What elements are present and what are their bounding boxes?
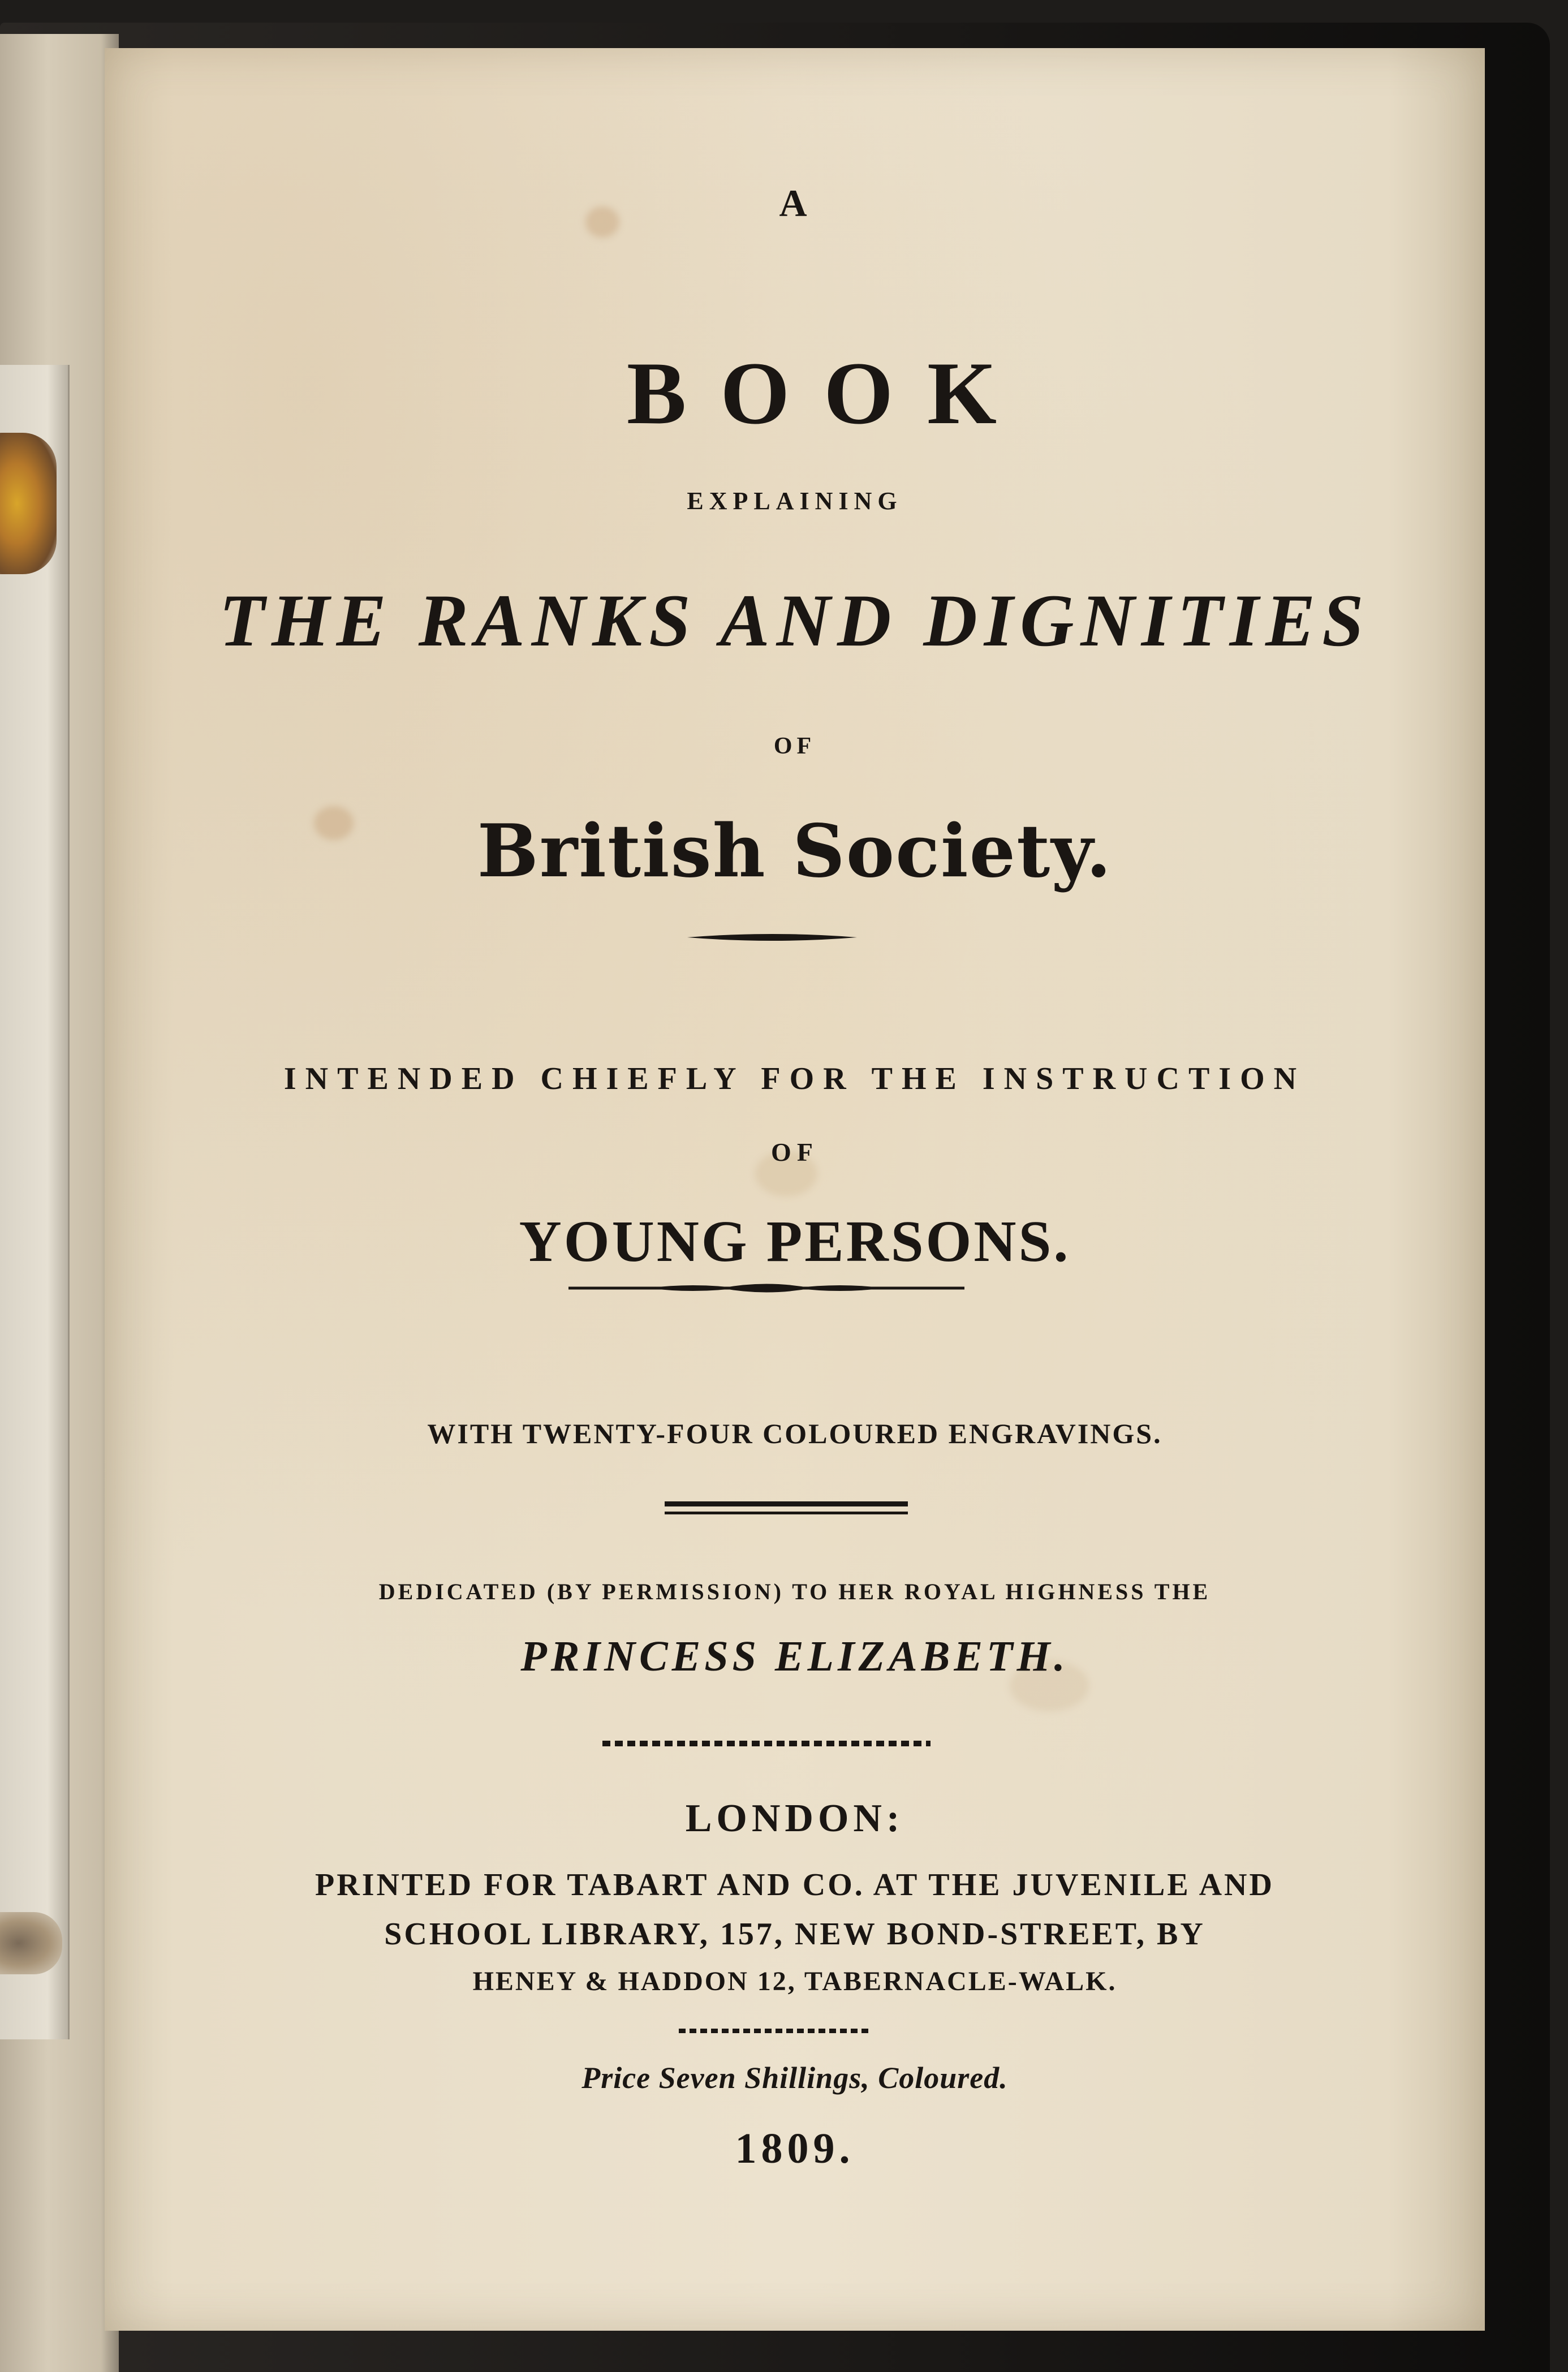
title-main: BOOK: [626, 344, 1031, 443]
imprint-line-2: SCHOOL LIBRARY, 157, NEW BOND-STREET, BY: [384, 1917, 1205, 1952]
ornamental-rule: [687, 931, 857, 944]
engravings-note: WITH TWENTY-FOUR COLOURED ENGRAVINGS.: [427, 1418, 1162, 1449]
facing-page: [0, 34, 119, 2372]
imprint-line-1: PRINTED FOR TABART AND CO. AT THE JUVENILE AND: [315, 1867, 1274, 1902]
title-page: [105, 48, 1485, 2331]
title-of: OF: [773, 733, 816, 759]
dedication: DEDICATED (BY PERMISSION) TO HER ROYAL HIGHNESS THE: [378, 1579, 1211, 1604]
double-rule: [665, 1499, 908, 1518]
title-subject: THE RANKS AND DIGNITIES: [219, 579, 1371, 662]
title-british-society: British Society.: [477, 809, 1113, 894]
dedicatee: PRINCESS ELIZABETH.: [520, 1633, 1069, 1680]
ornamental-rule: [568, 1280, 964, 1297]
dotted-ornament: [602, 1737, 931, 1750]
young-persons: YOUNG PERSONS.: [519, 1209, 1071, 1274]
title-article: A: [779, 182, 811, 225]
intended-line: INTENDED CHIEFLY FOR THE INSTRUCTION: [283, 1061, 1306, 1096]
publication-year: 1809.: [735, 2125, 855, 2172]
imprint-place: LONDON:: [685, 1797, 904, 1840]
engraving-fragment: [0, 1912, 62, 1974]
dotted-ornament: [679, 2025, 871, 2037]
title-explaining: EXPLAINING: [687, 487, 903, 515]
crown-engraving-fragment: [0, 433, 57, 574]
price: Price Seven Shillings, Coloured.: [581, 2061, 1008, 2095]
intended-of: OF: [771, 1138, 819, 1166]
frontispiece-plate-edge: [0, 365, 70, 2039]
imprint-line-3: HENEY & HADDON 12, TABERNACLE-WALK.: [472, 1966, 1117, 1996]
